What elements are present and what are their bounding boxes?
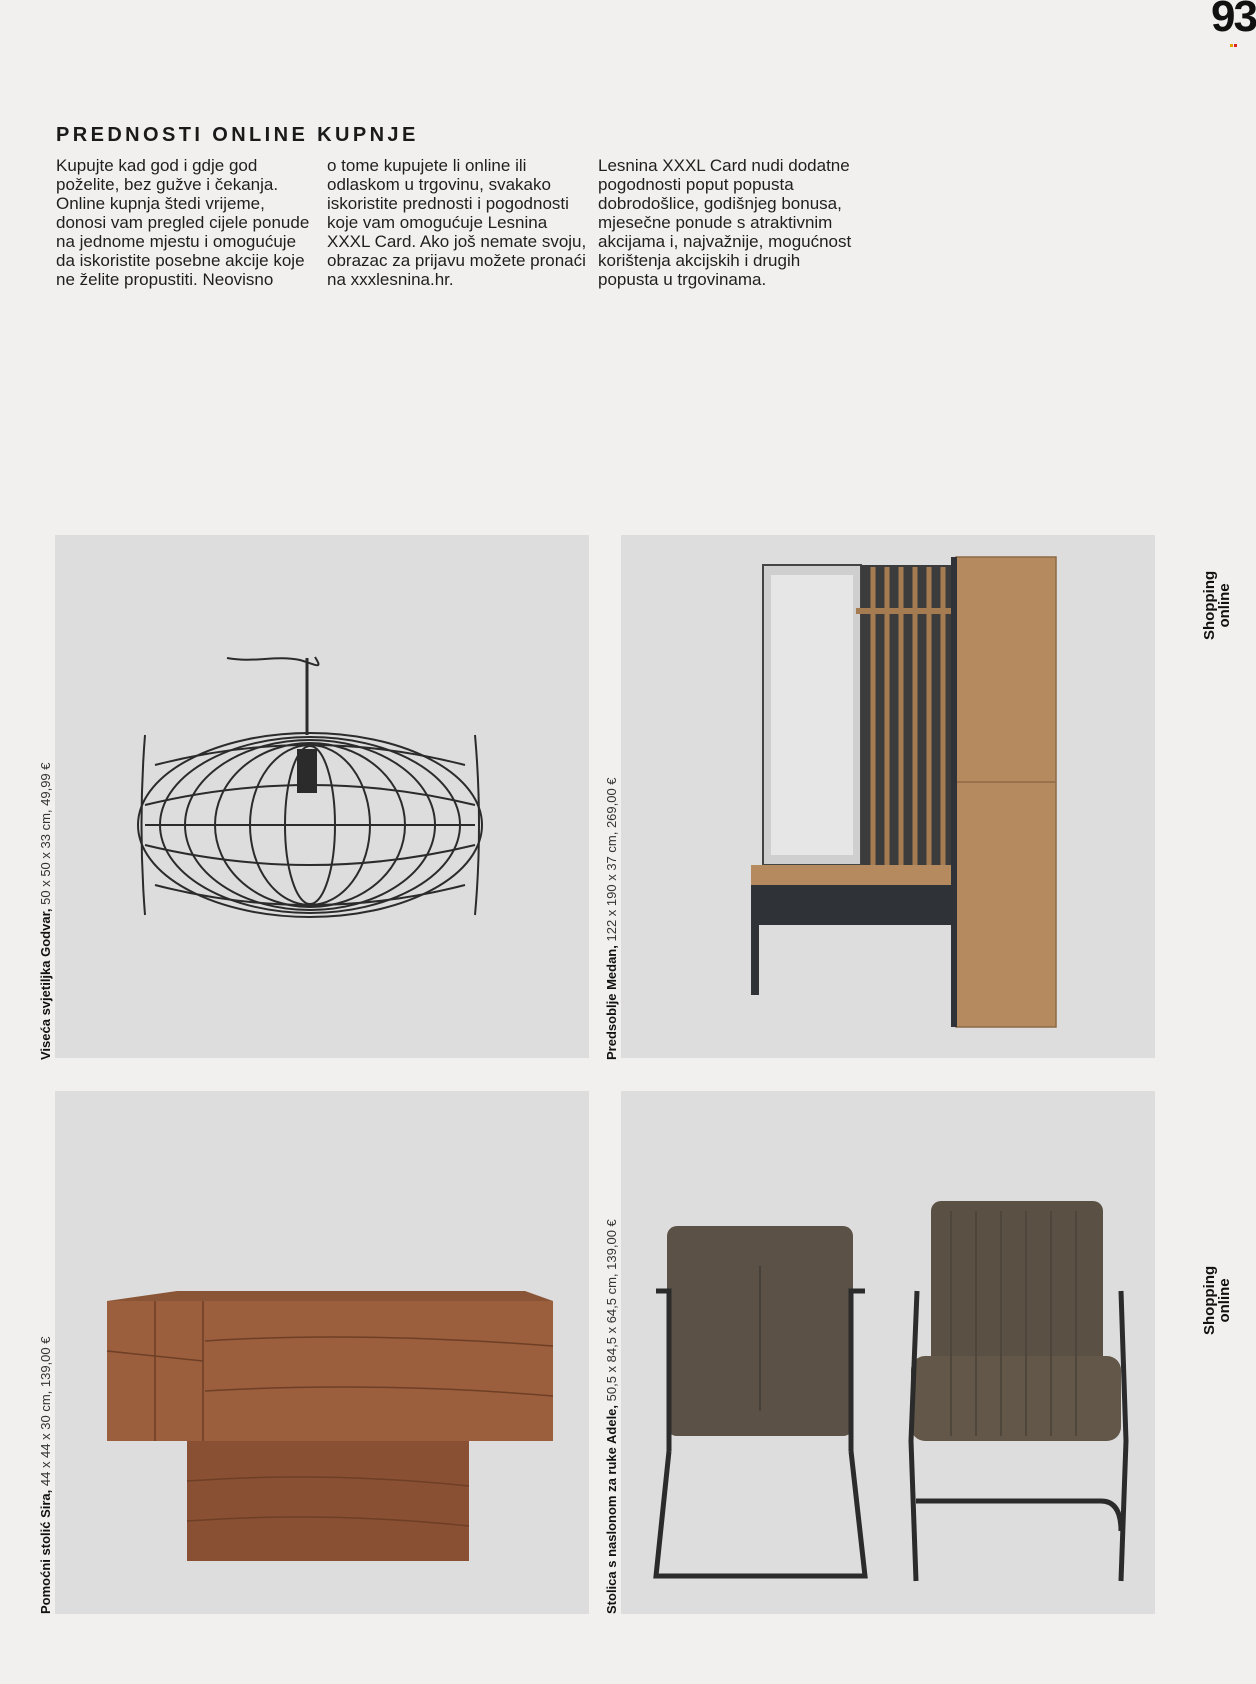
shopping-online-tab[interactable] — [1202, 571, 1232, 640]
hallway-wardrobe-icon — [621, 535, 1155, 1058]
product-label-side-table — [38, 1337, 53, 1614]
tab-line-1: Shopping — [1201, 570, 1218, 640]
intro-column-1: Kupujte kad god i gdje god poželite, bez gužve i čekanja. Online kupnja štedi vrijeme, donosi vam pregled cijele ponude na jednome mjestu i omogućuje da iskoristite posebne akcije koje ne želite propustiti. Neovisno — [56, 156, 310, 289]
tab-line-2: online — [1216, 1278, 1233, 1323]
product-name: Stolica s naslonom za ruke Adele, — [604, 1404, 619, 1614]
product-details: 50,5 x 84,5 x 64,5 cm, 139,00 € — [604, 1219, 619, 1405]
pendant-lamp-icon — [55, 535, 589, 1058]
product-details: 44 x 44 x 30 cm, 139,00 € — [38, 1336, 53, 1490]
shopping-online-tab[interactable] — [1202, 1266, 1232, 1335]
product-label-armchair — [604, 1219, 619, 1614]
product-image-armchair[interactable] — [621, 1091, 1155, 1614]
intro-column-3: Lesnina XXXL Card nudi dodatne pogodnosti poput popusta dobrodošlice, godišnjeg bonusa, mjesečne ponude s atraktivnim akcijama i, najvažnije, mogućnost korištenja akcijskih i drugih popusta u trgovinama. — [598, 156, 852, 289]
product-image-pendant-lamp[interactable] — [55, 535, 589, 1058]
tab-line-1: Shopping — [1201, 1265, 1218, 1335]
product-details: 122 x 190 x 37 cm, 269,00 € — [604, 777, 619, 946]
intro-column-2: o tome kupujete li online ili odlaskom u trgovinu, svakako iskoristite prednosti i pogodnosti koje vam omogućuje Lesnina XXXL Card. Ako još nemate svoju, obrazac za prijavu možete pronaći na xxxlesnina.hr. — [327, 156, 587, 289]
armchair-icon — [621, 1091, 1155, 1614]
product-details: 50 x 50 x 33 cm, 49,99 € — [38, 762, 53, 909]
section-heading: PREDNOSTI ONLINE KUPNJE — [56, 124, 419, 146]
product-name: Viseća svjetiljka Godvar, — [38, 908, 53, 1060]
product-image-side-table[interactable] — [55, 1091, 589, 1614]
tab-line-2: online — [1216, 583, 1233, 628]
side-table-icon — [55, 1091, 589, 1614]
product-name: Pomoćni stolić Sira, — [38, 1489, 53, 1614]
product-image-hallway-wardrobe[interactable] — [621, 535, 1155, 1058]
product-name: Predsoblje Medan, — [604, 945, 619, 1060]
product-label-pendant-lamp — [38, 762, 53, 1060]
brand-dots-icon — [1230, 34, 1238, 38]
page-number: 93 — [1211, 0, 1256, 41]
product-label-hallway-wardrobe — [604, 777, 619, 1060]
